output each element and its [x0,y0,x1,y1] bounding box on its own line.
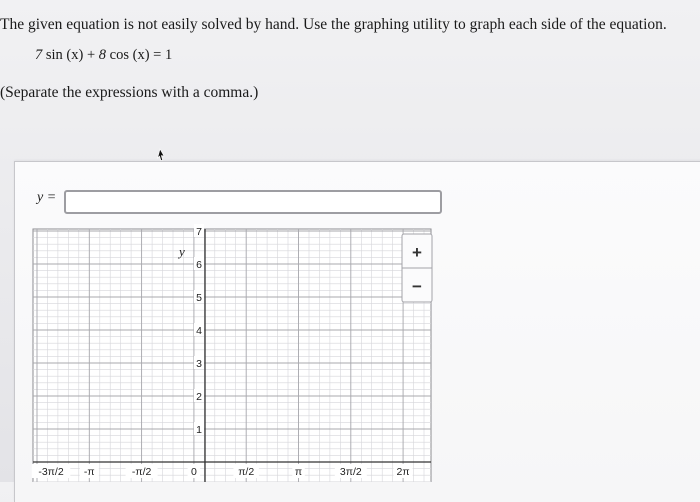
x-tick-label: -π/2 [131,466,152,478]
equation-coef-1: 7 [35,47,43,63]
equation-operator: + [86,47,96,63]
equation-rhs: = 1 [153,47,173,63]
zoom-controls [402,234,432,302]
x-tick-label: π [294,466,303,478]
y-tick-label: 2 [196,391,202,403]
equation-arg-2: (x) [132,47,150,63]
zoom-in-label: + [412,243,422,262]
zoom-out-label: − [412,277,422,296]
x-tick-label: π/2 [238,466,255,478]
y-tick-label: 7 [196,226,202,238]
x-tick-label: 0 [190,466,197,478]
y-axis-label: y [179,244,185,259]
y-tick-label: 1 [196,424,202,436]
zoom-out-button[interactable] [403,269,431,301]
equation-arg-1: (x) [66,47,84,63]
x-tick-label: -3π/2 [38,466,64,478]
equation-fn-1: sin [45,47,63,63]
equation-fn-2: cos [109,47,129,63]
y-tick-label: 3 [196,358,202,370]
y-equals-label: y = [37,190,57,205]
graph-plot-area[interactable] [33,229,431,482]
y-tick-label: 6 [196,259,202,271]
x-tick-label: 3π/2 [339,466,362,478]
equation-coef-2: 8 [98,47,107,63]
question-text: The given equation is not easily solved by hand. Use the graphing utility to graph each side of the equation. [0,16,667,33]
x-tick-label: -π [83,466,95,478]
instruction-text: (Separate the expressions with a comma.) [0,84,259,101]
y-tick-label: 5 [196,292,202,304]
y-tick-label: 4 [196,325,202,337]
x-tick-label: 2π [396,466,410,478]
zoom-in-button[interactable] [403,235,431,268]
